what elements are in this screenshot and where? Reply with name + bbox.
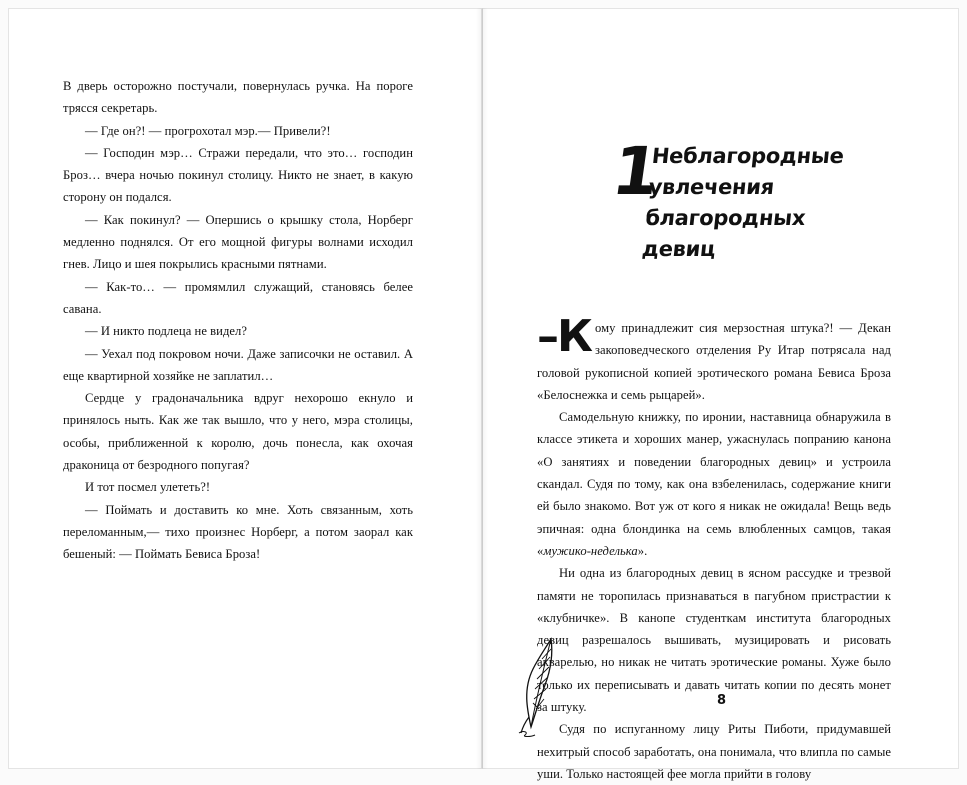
opening-text: ому принадлежит сия мерзостная штука?! — Декан закоповедческого отделения Ру Итар потрясала над головой рукописной копией эротического романа Бевиса Броза «Белоснежка и семь рыцарей». [537,321,891,402]
paragraph: — Поймать и доставить ко мне. Хоть связанным, хоть переломанным,— тихо произнес Норберг, а потом заорал как бешеный: — Поймать Бевиса Броза! [63,502,413,562]
paragraph: — Как-то… — промямлил служащий, становясь белее савана. [63,279,413,316]
drop-cap: –К [537,311,591,362]
paragraph: — Уехал под покровом ночи. Даже записочки не оставил. А еще квартирной хозяйке не заплатил… [63,346,413,383]
emphasis-text: мужико-неделька [543,543,638,558]
chapter-title-line: девиц [640,237,717,261]
quill-feather-icon [509,629,559,739]
paragraph: Сердце у градоначальника вдруг нехорошо екнуло и принялось ныть. Как же так вышло, что у него, мэра столицы, особы, приближенной к королю, дочь понесла, как охочая драконица от безродного попугая? [63,391,413,473]
chapter-title-line: Неблагородные [650,144,845,168]
chapter-number: 1 [607,133,665,210]
paragraph: — Как покинул? — Опершись о крышку стола, Норберг медленно поднялся. От его мощной фигуры волнами исходил гнев. Лицо и шея покрылись красными пятнами. [63,212,413,272]
paragraph-text: ». [637,543,648,558]
paragraph [537,406,891,562]
chapter-title-line: увлечения благородных [644,175,807,230]
paragraph: И тот посмел улететь?! [85,480,211,495]
paragraph: — Где он?! — прогрохотал мэр.— Привели?! [85,123,331,138]
left-page-text [63,75,413,566]
paragraph: Ни одна из благородных девиц в ясном рассудке и трезвой памяти не торопилась признаваться в пагубном пристрастии к «клубничке». В канопе студенткам института благородных девиц разрешалось вышивать, музицировать и рисовать акварелью, но никак не читать эротические романы. Хуже было только их переписывать и давать читать копии по десять монет за штуку. [537,566,891,715]
paragraph: — И никто подлеца не видел? [85,324,248,339]
chapter-heading [607,133,913,261]
paragraph-opening [537,311,891,406]
chapter-title [640,141,923,265]
page-number: 8 [717,693,727,708]
paragraph: В дверь осторожно постучали, повернулась ручка. На пороге трясся секретарь. [63,79,413,116]
paragraph: Судя по испуганному лицу Риты Пиботи, придумавшей нехитрый способ заработать, она понимала, что влипла по самые уши. Только настоящей фее могла прийти в голову [537,722,891,781]
paragraph-text: Самодельную книжку, по иронии, наставница обнаружила в классе этикета и хороших манер, ужаснулась попранию канона «О занятиях и поведении благородных девиц» и устроила скандал. Судя по тому, как она взбеленилась, содержание книги ей было знакомо. Вот уж от кого я никак не ожидала! Вещь ведь эпичная: одна блондинка на семь влюбленных самцов, такая « [537,410,891,558]
right-page-text [537,311,891,785]
right-page [482,8,959,781]
book-spread [8,8,959,781]
left-page [8,8,482,769]
paragraph: — Господин мэр… Стражи передали, что это… господин Броз… вчера ночью покинул столицу. Никто не знает, в какую сторону он подался. [63,145,413,205]
